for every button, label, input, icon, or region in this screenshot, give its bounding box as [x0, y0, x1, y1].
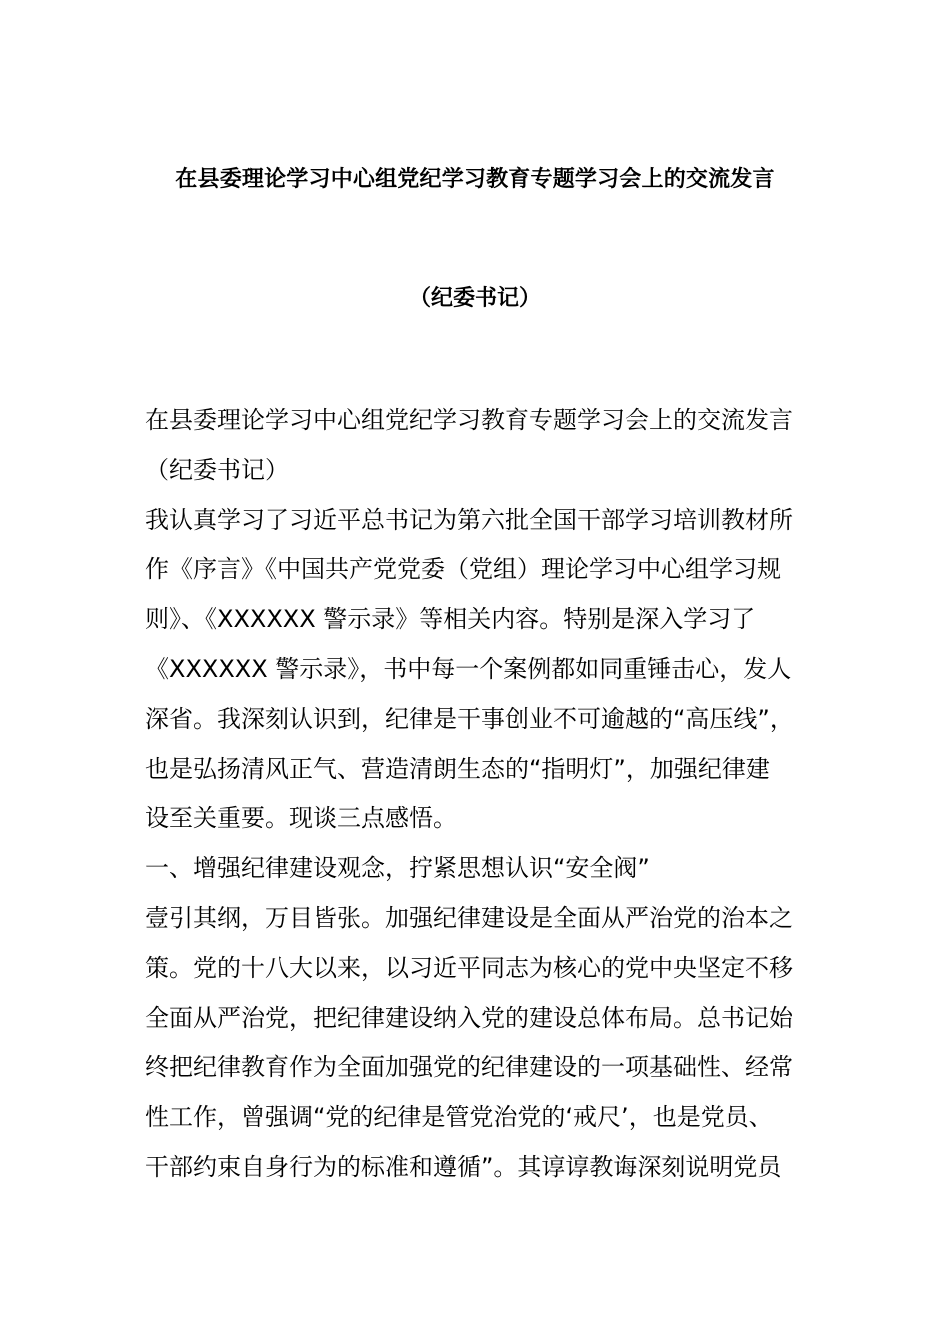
body-line: 策。党的十八大以来，以习近平同志为核心的党中央坚定不移: [145, 953, 793, 982]
body-line: 则》、《XXXXXX 警示录》等相关内容。特别是深入学习了: [145, 605, 756, 634]
body-line: 终把纪律教育作为全面加强党的纪律建设的一项基础性、经常: [145, 1053, 793, 1082]
section-heading: 一、增强纪律建设观念，拧紧思想认识“安全阀”: [145, 854, 650, 883]
body-line: 我认真学习了习近平总书记为第六批全国干部学习培训教材所: [145, 505, 793, 534]
body-line: 也是弘扬清风正气、营造清朗生态的“指明灯”，加强纪律建: [145, 754, 770, 783]
body-line: 壹引其纲，万目皆张。加强纪律建设是全面从严治党的治本之: [145, 903, 793, 932]
body-line: 深省。我深刻认识到，纪律是干事创业不可逾越的“高压线”，: [145, 704, 794, 733]
body-line: 性工作，曾强调“党的纪律是管党治党的‘戒尺’，也是党员、: [145, 1103, 773, 1132]
document-subtitle: （纪委书记）: [408, 286, 541, 311]
body-line: 作《序言》《中国共产党党委（党组）理论学习中心组学习规: [145, 555, 781, 584]
body-line: 《XXXXXX 警示录》，书中每一个案例都如同重锤击心，发人: [145, 654, 792, 683]
body-line: 设至关重要。现谈三点感悟。: [145, 804, 457, 833]
body-line: 全面从严治党，把纪律建设纳入党的建设总体布局。总书记始: [145, 1003, 793, 1032]
document-body: [145, 396, 835, 1193]
document-title: 在县委理论学习中心组党纪学习教育专题学习会上的交流发言: [175, 167, 775, 192]
body-line: （纪委书记）: [145, 455, 289, 484]
body-line: 干部约束自身行为的标准和遵循”。其谆谆教诲深刻说明党员: [145, 1152, 782, 1181]
body-line: 在县委理论学习中心组党纪学习教育专题学习会上的交流发言: [145, 406, 793, 434]
